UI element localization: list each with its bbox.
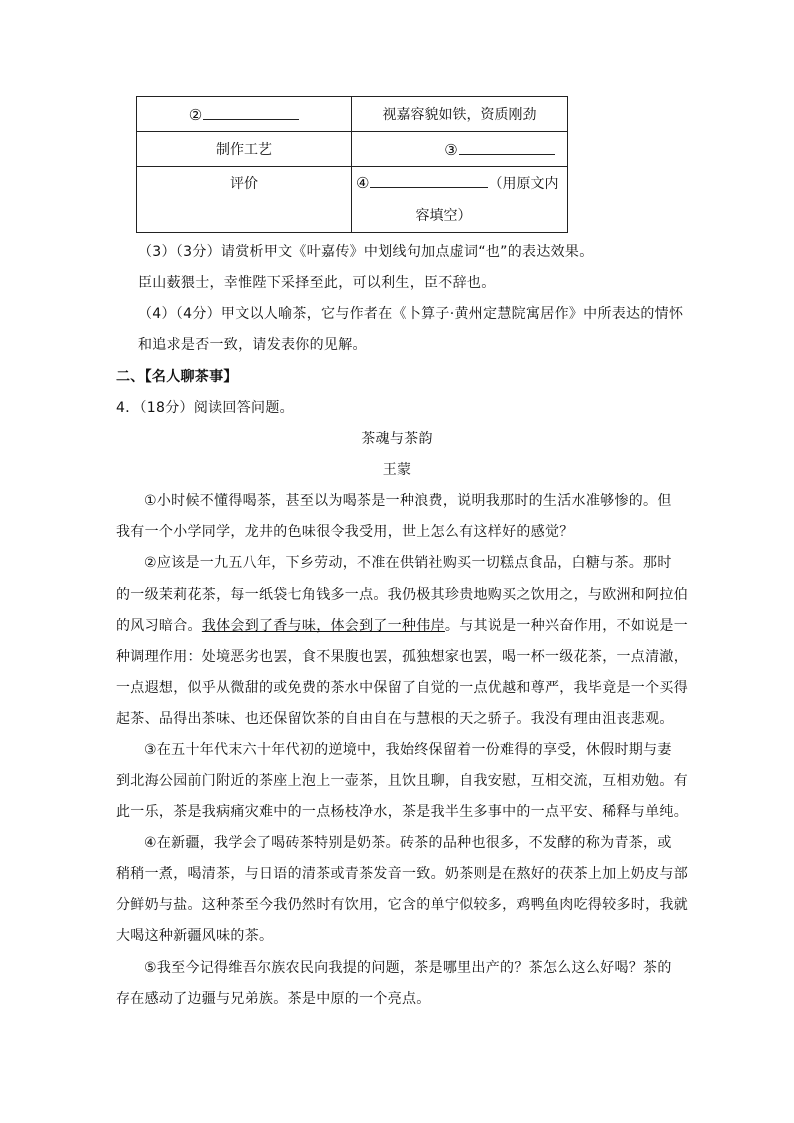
text-span: 。与其说是一种兴奋作用，不如说是一 [444,618,689,634]
question-3-prompt: （3）（3分）请赏析甲文《叶嘉传》中划线句加点虚词“也”的表达效果。 [138,244,594,260]
article-author: 王蒙 [382,462,412,478]
paragraph-line: 我有一个小学同学，龙井的色味很令我受用，世上怎么有这样好的感觉？ [116,524,574,540]
question-prompt: 4．（18分）阅读回答问题。 [116,400,294,416]
paragraph-line: ③在五十年代末六十年代初的逆境中，我始终保留着一份难得的享受，休假时期与妻 [144,742,672,758]
paragraph-line: 种调理作用：处境恶劣也罢，食不果腹也罢，孤独想家也罢，喝一杯一级花茶，一点清澈， [116,649,688,665]
paragraph-line [116,615,688,635]
article-title: 茶魂与茶韵 [361,431,433,447]
answer-blank[interactable] [459,140,555,155]
paragraph-line: 此一乐，茶是我病痛灾难中的一点杨枝净水，茶是我半生多事中的一点平安、稀释与单纯。 [116,804,688,820]
paragraph-line: ②应该是一九五八年，下乡劳动，不准在供销社购买一切糕点食品，白糖与茶。那时 [144,555,672,571]
paragraph-line: 起茶、品得出茶味、也还保留饮茶的自由自在与慧根的天之骄子。我没有理由沮丧悲观。 [116,711,674,727]
paragraph-line: 的一级茉莉花茶，每一纸袋七角钱多一点。我仍极其珍贵地购买之饮用之，与欧洲和阿拉伯 [116,587,688,603]
question-3-quote: 臣山薮猥士，幸惟陛下采择至此，可以利生，臣不辞也。 [138,275,496,291]
table-cell: 视嘉容貌如铁，资质刚劲 [352,97,568,132]
blank-number: ② [188,105,203,124]
table-cell: 评价 [137,167,352,233]
paragraph-line: 稍稍一煮，喝清茶，与日语的清茶或青茶发音一致。奶茶则是在熬好的茯茶上加上奶皮与部 [116,866,688,882]
table-row [137,167,568,233]
answer-blank[interactable] [203,105,299,120]
paragraph-line: 一点遐想，似乎从微甜的或免费的茶水中保留了自觉的一点优越和尊严，我毕竟是一个买得 [116,680,688,696]
paragraph-line: 分鲜奶与盐。这种茶至今我仍然时有饮用，它含的单宁似较多，鸡鸭鱼肉吃得较多时，我就 [116,897,688,913]
paragraph-line: 大喝这种新疆风味的茶。 [116,928,274,944]
text-span: 的风习暗合。 [116,618,202,634]
table-cell-note: 容填空） [415,208,472,224]
answer-blank[interactable] [370,173,488,188]
table-cell [352,167,568,233]
table-cell: 制作工艺 [137,132,352,167]
blank-number: ④ [356,174,370,192]
answer-table [136,96,568,233]
question-4-line: 和追求是否一致，请发表你的见解。 [138,337,367,353]
paragraph-line: ④在新疆，我学会了喝砖茶特别是奶茶。砖茶的品种也很多，不发酵的称为青茶，或 [144,835,672,851]
question-4-line: （4）（4分）甲文以人喻茶，它与作者在《卜算子·黄州定慧院寓居作》中所表达的情怀 [138,306,684,322]
table-row [137,97,568,132]
blank-number: ③ [444,140,458,159]
paragraph-line: ①小时候不懂得喝茶，甚至以为喝茶是一种浪费，说明我那时的生活水准够惨的。但 [144,493,672,509]
underlined-sentence: 我体会到了香与味，体会到了一种伟岸 [201,618,445,634]
section-heading: 二、【名人聊茶事】 [116,369,238,385]
paragraph-line: 存在感动了边疆与兄弟族。茶是中原的一个亮点。 [116,991,431,1007]
table-cell [137,97,352,132]
table-cell [352,132,568,167]
paragraph-line: 到北海公园前门附近的茶座上泡上一壶茶，且饮且聊，自我安慰，互相交流，互相劝勉。有 [116,773,688,789]
table-cell-note: （用原文内 [488,176,559,192]
table-row [137,132,568,167]
paragraph-line: ⑤我至今记得维吾尔族农民向我提的问题，茶是哪里出产的？茶怎么这么好喝？茶的 [144,960,672,976]
